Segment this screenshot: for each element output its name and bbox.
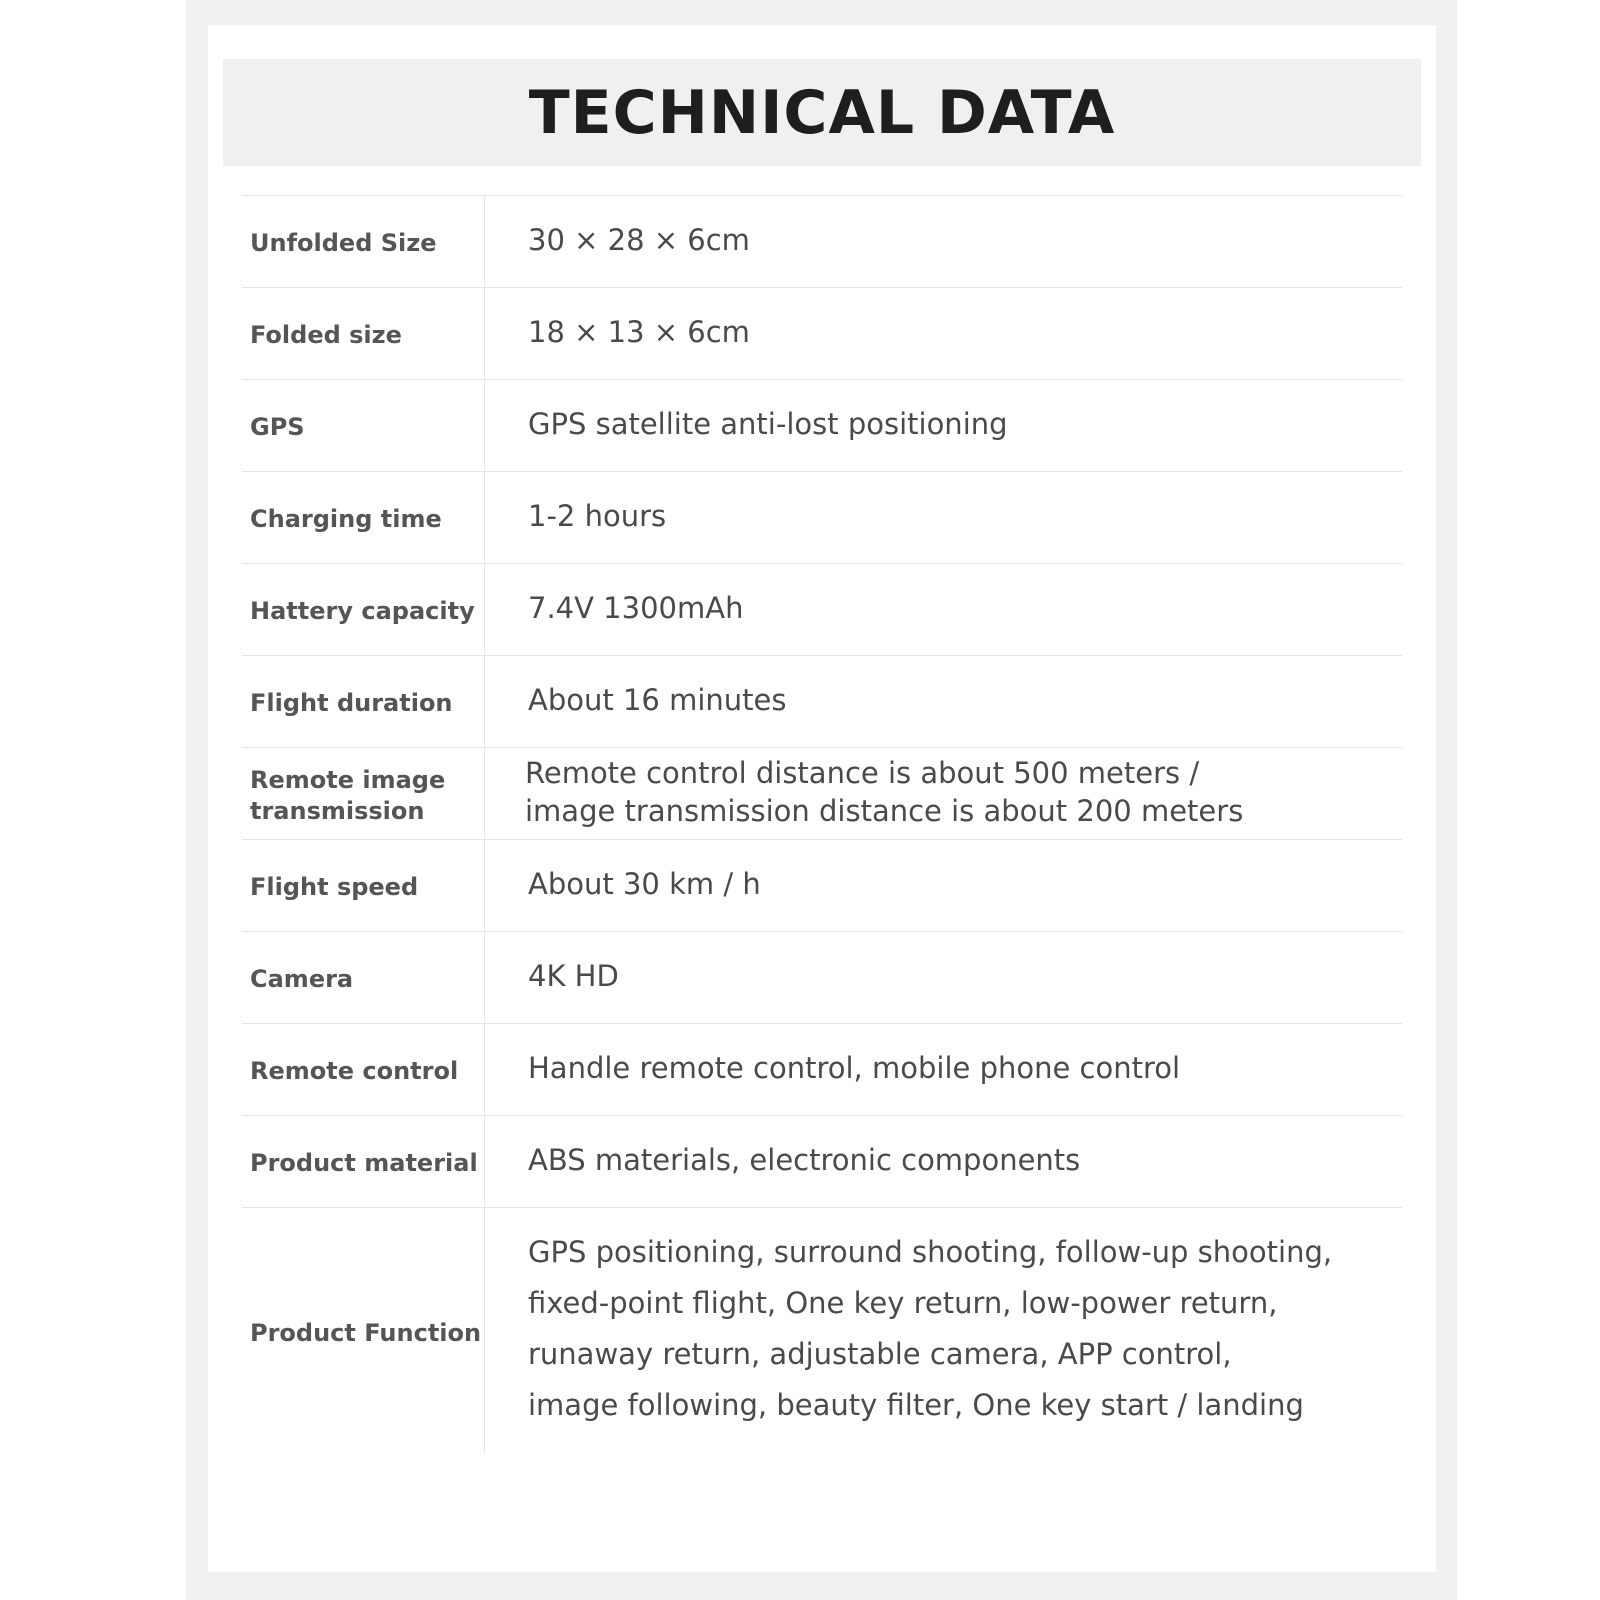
spec-label: Product material — [242, 1116, 485, 1207]
spec-label: Unfolded Size — [242, 196, 485, 287]
spec-row — [242, 1116, 1402, 1208]
spec-row — [242, 840, 1402, 932]
spec-row — [242, 1024, 1402, 1116]
spec-value-line: image transmission distance is about 200 meters — [525, 793, 1244, 828]
spec-value — [485, 748, 1402, 839]
spec-label: Flight speed — [242, 840, 485, 931]
spec-label — [242, 748, 485, 839]
spec-label: Folded size — [242, 288, 485, 379]
spec-value: ABS materials, electronic components — [528, 1142, 1081, 1177]
spec-label-line: Remote image — [250, 765, 446, 794]
spec-label: Flight duration — [242, 656, 485, 747]
spec-table — [242, 195, 1402, 1454]
spec-row — [242, 472, 1402, 564]
spec-value: GPS satellite anti-lost positioning — [528, 406, 1008, 441]
spec-value: 7.4V 1300mAh — [528, 590, 744, 625]
spec-value: About 30 km / h — [528, 866, 761, 901]
title-band — [223, 59, 1421, 166]
spec-row — [242, 1208, 1402, 1454]
spec-value: 30 × 28 × 6cm — [528, 222, 750, 257]
spec-row — [242, 748, 1402, 840]
spec-value: 4K HD — [528, 958, 619, 993]
spec-row — [242, 564, 1402, 656]
spec-label: Remote control — [242, 1024, 485, 1115]
spec-row — [242, 380, 1402, 472]
spec-value-line: image following, beauty filter, One key start / landing — [528, 1388, 1304, 1422]
spec-value: 1-2 hours — [528, 498, 667, 533]
spec-label: GPS — [242, 380, 485, 471]
spec-row — [242, 932, 1402, 1024]
spec-value: Handle remote control, mobile phone control — [528, 1050, 1181, 1085]
spec-label: Camera — [242, 932, 485, 1023]
spec-value-line: runaway return, adjustable camera, APP control, — [528, 1337, 1232, 1371]
spec-row — [242, 288, 1402, 380]
spec-value-line: Remote control distance is about 500 meters / — [525, 755, 1200, 790]
spec-row — [242, 656, 1402, 748]
spec-row — [242, 196, 1402, 288]
spec-value-line: fixed-point flight, One key return, low-power return, — [528, 1286, 1278, 1320]
spec-value — [485, 1208, 1402, 1454]
spec-value: 18 × 13 × 6cm — [528, 314, 750, 349]
spec-label-line: transmission — [250, 796, 425, 825]
spec-label: Product Function — [242, 1208, 485, 1454]
spec-label: Charging time — [242, 472, 485, 563]
spec-value: About 16 minutes — [528, 682, 787, 717]
page-title: TECHNICAL DATA — [528, 77, 1116, 148]
spec-label: Hattery capacity — [242, 564, 485, 655]
spec-value-line: GPS positioning, surround shooting, follow-up shooting, — [528, 1235, 1333, 1269]
